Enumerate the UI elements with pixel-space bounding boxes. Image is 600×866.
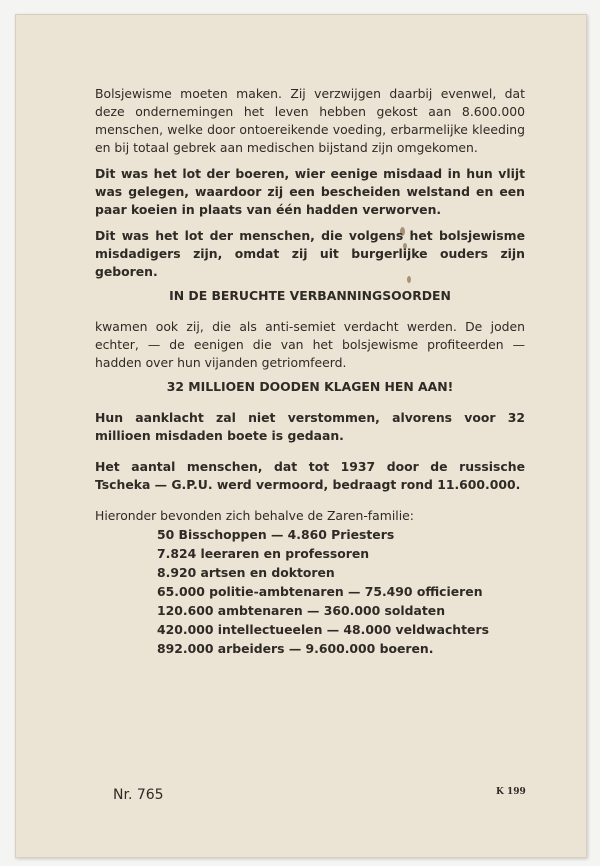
list-item: 50 Bisschoppen — 4.860 Priesters: [157, 527, 395, 542]
heading-32-million: 32 MILLIOEN DOODEN KLAGEN HEN AAN!: [166, 379, 454, 394]
list-item: 7.824 leeraren en professoren: [157, 546, 370, 561]
paragraph-tscheka: Het aantal menschen, dat tot 1937 door de russische Tscheka — G.P.U. werd vermoord, bedraagt rond 11.600.000.: [95, 459, 525, 492]
list-item: 892.000 arbeiders — 9.600.000 boeren.: [157, 641, 434, 656]
victims-list: [157, 525, 525, 658]
list-item: 120.600 ambtenaren — 360.000 soldaten: [157, 603, 446, 618]
heading-banishment: IN DE BERUCHTE VERBANNINGSOORDEN: [169, 288, 451, 303]
list-item: 420.000 intellectueelen — 48.000 veldwachters: [157, 622, 489, 637]
list-item: 65.000 politie-ambtenaren — 75.490 officieren: [157, 584, 483, 599]
paragraph-intro: Bolsjewisme moeten maken. Zij verzwijgen daarbij evenwel, dat deze ondernemingen het leven hebben gekost aan 8.600.000 menschen, welke door ontoereikende voeding, erbarmelijke kleeding en bij totaal gebrek aan medischen bijstand zijn omgekomen.: [95, 86, 525, 155]
document-body: [95, 85, 525, 658]
paragraph-farmers: Dit was het lot der boeren, wier eenige misdaad in hun vlijt was gelegen, waardoor zij een bescheiden welstand en een paar koeien in plaats van één hadden verworven.: [95, 166, 525, 217]
paragraph-accusation: Hun aanklacht zal niet verstommen, alvorens voor 32 millioen misdaden boete is gedaan.: [95, 410, 525, 443]
print-code: K 199: [496, 787, 526, 797]
list-item: 8.920 artsen en doktoren: [157, 565, 335, 580]
paragraph-bourgeois: Dit was het lot der menschen, die volgens het bolsjewisme misdadigers zijn, omdat zij uit burgerlijke ouders zijn geboren.: [95, 228, 525, 279]
document-number: Nr. 765: [113, 787, 164, 803]
paragraph-list-intro: Hieronder bevonden zich behalve de Zaren-familie:: [95, 508, 414, 523]
paragraph-antisemites: kwamen ook zij, die als anti-semiet verdacht werden. De joden echter, — de eenigen die van het bolsjewisme profiteerden — hadden over hun vijanden getriomfeerd.: [95, 319, 525, 370]
